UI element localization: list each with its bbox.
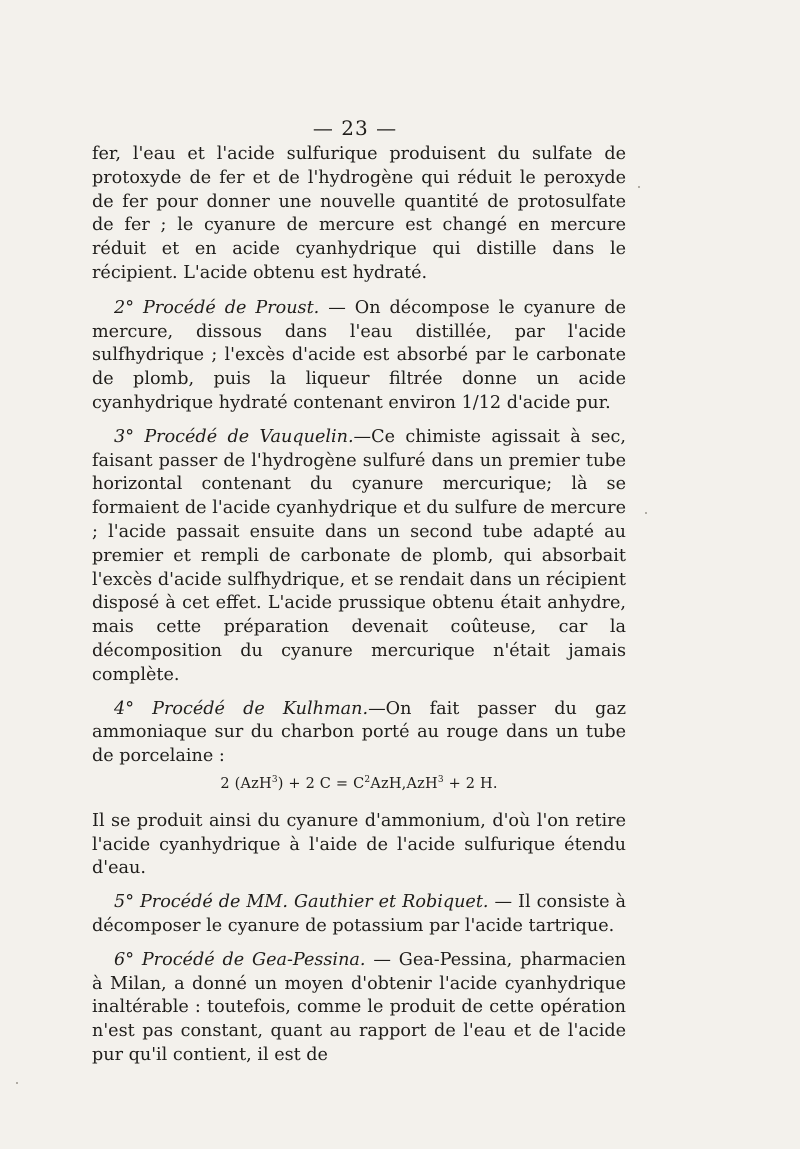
paragraph-heading: 3° Procédé de Vauquelin.	[114, 426, 354, 447]
paragraph-kulhman	[92, 698, 626, 769]
paragraph-heading: 6° Procédé de Gea-Pessina.	[114, 949, 366, 970]
paragraph-text: Il se produit ainsi du cyanure d'ammonium, d'où l'on retire l'acide cyanhydrique à l'aide de l'acide sulfurique étendu d'eau.	[92, 810, 626, 879]
paper-speck	[638, 186, 640, 188]
paragraph-text: — Il consiste à décomposer le cyanure de potassium par l'acide tartrique.	[92, 892, 626, 936]
paragraph-continuation	[92, 143, 626, 286]
paragraph-text: fer, l'eau et l'acide sulfurique produisent du sulfate de protoxyde de fer et de l'hydrogène qui réduit le peroxyde de fer pour donner une nouvelle quantité de protosulfate de fer ; le cyanure de mercure est changé en mercure réduit et en acide cyanhydrique qui distille dans le récipient. L'acide obtenu est hydraté.	[92, 144, 626, 283]
paper-speck	[16, 1082, 18, 1084]
paragraph-gea-pessina	[92, 949, 626, 1068]
paragraph-heading: 2° Procédé de Proust.	[114, 297, 320, 318]
paragraph-proust	[92, 297, 626, 416]
paragraph-heading: 5° Procédé de MM. Gauthier et Robiquet.	[114, 892, 489, 913]
paragraph-heading: 4° Procédé de Kulhman.	[114, 698, 369, 719]
paragraph-ammonium	[92, 810, 626, 881]
paragraph-text: —On fait passer du gaz ammoniaque sur du charbon porté au rouge dans un tube de porcelaine :	[92, 698, 626, 767]
paragraph-text: — Gea-Pessina, pharmacien à Milan, a donné un moyen d'obtenir l'acide cyanhydrique inaltérable : toutefois, comme le produit de cette opération n'est pas constant, quant au rapport de l'eau et de l'acide pur qu'il contient, il est de	[92, 949, 626, 1065]
page-number: — 23 —	[312, 116, 398, 140]
paragraph-text: —Ce chimiste agissait à sec, faisant passer de l'hydrogène sulfuré dans un premier tube horizontal contenant du cyanure mercurique; là se formaient de l'acide cyanhydrique et du sulfure de mercure ; l'acide passait ensuite dans un second tube adapté au premier et rempli de carbonate de plomb, qui absorbait l'excès d'acide sulfhydrique, et se rendait dans un récipient disposé à cet effet. L'acide prussique obtenu était anhydre, mais cette préparation devenait coûteuse, car la décomposition du cyanure mercurique n'était jamais complète.	[92, 426, 626, 685]
paragraph-vauquelin	[92, 426, 626, 688]
chemical-formula: 2 (AzH$^3$) + 2 $C = C^2AzH,AzH^3 + 2$ H.	[220, 775, 498, 792]
paragraph-text: — On décompose le cyanure de mercure, dissous dans l'eau distillée, par l'acide sulfhydrique ; l'excès d'acide est absorbé par le carbonate de plomb, puis la liqueur filtrée donne un acide cyanhydrique hydraté contenant environ 1/12 d'acide pur.	[92, 297, 626, 413]
body-text	[92, 143, 626, 1078]
paper-speck	[645, 512, 647, 514]
paragraph-gauthier-robiquet	[92, 891, 626, 939]
